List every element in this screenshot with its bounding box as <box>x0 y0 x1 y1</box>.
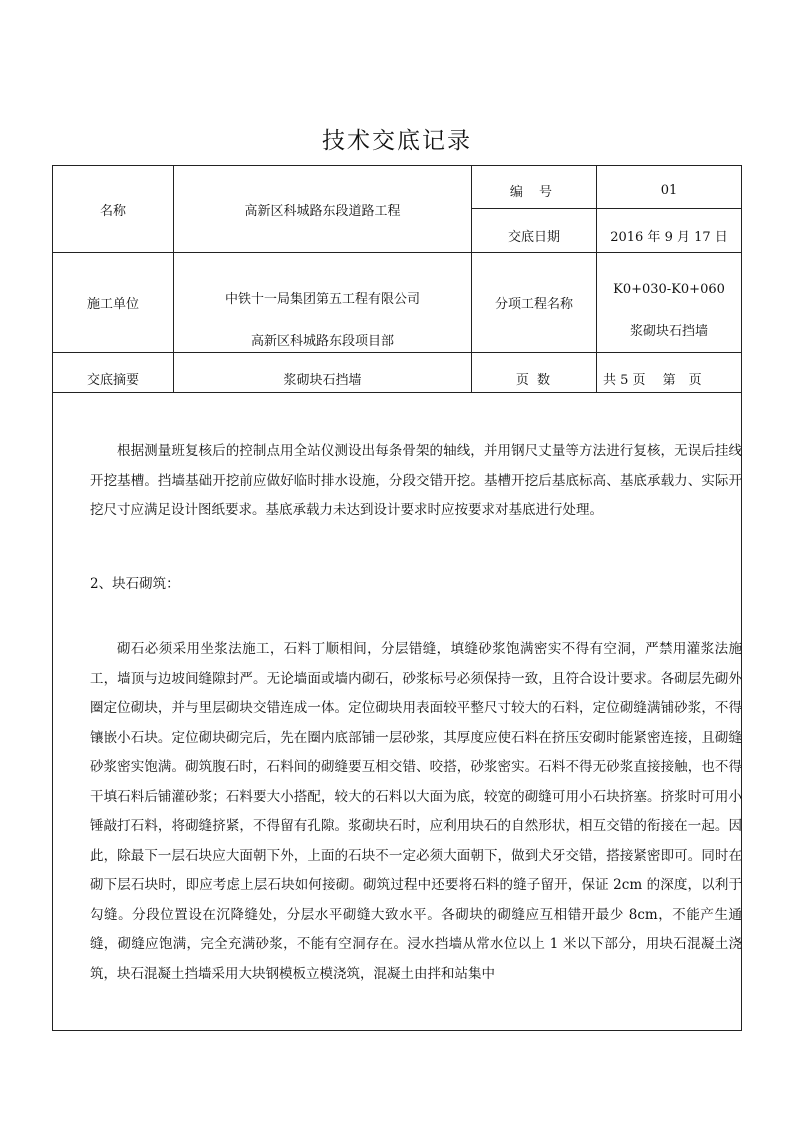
subitem-label: 分项工程名称 <box>494 297 573 312</box>
paragraph-masonry: 砌石必须采用坐浆法施工，石料丁顺相间，分层错缝，填缝砂浆饱满密实不得有空洞，严禁用灌浆法施工，墙顶与边坡间缝隙封严。无论墙面或墙内砌石，砂浆标号必须保持一致，且符合设计要求。各砌层先砌外圈定位砌块，并与里层砌块交错连成一体。定位砌块用表面较平整尺寸较大的石料，定位砌缝满铺砂浆，不得镶嵌小石块。定位砌块砌完后，先在圈内底部铺一层砂浆，其厚度应使石料在挤压安砌时能紧密连接，且砌缝砂浆密实饱满。砌筑腹石时，石料间的砌缝要互相交错、咬搭，砂浆密实。石料不得无砂浆直接接触，也不得干填石料后铺灌砂浆；石料要大小搭配，较大的石料以大面为底，较宽的砌缝可用小石块挤塞。挤浆时可用小锤敲打石料，将砌缝挤紧，不得留有孔隙。浆砌块石时，应利用块石的自然形状，相互交错的衔接在一起。因此，除最下一层石块应大面朝下外，上面的石块不一定必须大面朝下，做到犬牙交错，搭接紧密即可。同时在砌下层石块时，即应考虑上层石块如何接砌。砌筑过程中还要将石料的缝子留开，保证 2cm 的深度，以利于勾缝。分段位置设在沉降缝处，分层水平砌缝大致水平。各砌块的砌缝应互相错开最少 8cm，不能产生通缝，砌缝应饱满，完全充满砂浆，不能有空洞存在。浸水挡墙从常水位以上 1 米以下部分，用块石混凝土浇筑，块石混凝土挡墙采用大块钢模板立模浇筑，混凝土由拌和站集中 <box>90 641 742 982</box>
date-label: 交底日期 <box>507 229 560 245</box>
section-heading-masonry: 2、块石砌筑： <box>90 576 180 592</box>
date-value: 2016 年 9 月 17 日 <box>610 229 728 245</box>
pages-label: 页 数 <box>515 372 553 388</box>
paragraph-foundation: 根据测量班复核后的控制点用全站仪测设出每条骨架的轴线，并用钢尺丈量等方法进行复核，无误后挂线开挖基槽。挡墙基础开挖前应做好临时排水设施，分段交错开挖。基槽开挖后基底标高、基底承载力、实际开挖尺寸应满足设计图纸要求。基底承载力未达到设计要求时应按要求对基底进行处理。 <box>90 443 742 518</box>
name-value: 高新区科城路东段道路工程 <box>244 203 401 219</box>
subitem-name: 浆砌块石挡墙 <box>629 323 708 339</box>
subitem-code: K0+030-K0+060 <box>613 281 725 297</box>
table-divider-date <box>471 208 742 209</box>
unit-label: 施工单位 <box>86 297 139 312</box>
table-border-bottom <box>52 1030 742 1031</box>
summary-value: 浆砌块石挡墙 <box>283 372 362 388</box>
code-label: 编 号 <box>509 184 559 200</box>
unit-line1: 中铁十一局集团第五工程有限公司 <box>224 291 420 307</box>
summary-label: 交底摘要 <box>86 372 139 388</box>
code-value: 01 <box>660 182 678 198</box>
name-label: 名称 <box>99 203 126 219</box>
unit-line2: 高新区科城路东段项目部 <box>250 333 394 349</box>
pages-value: 共 5 页 第 页 <box>603 372 702 388</box>
document-title: 技术交底记录 <box>322 128 472 154</box>
table-divider-summary <box>52 352 742 353</box>
